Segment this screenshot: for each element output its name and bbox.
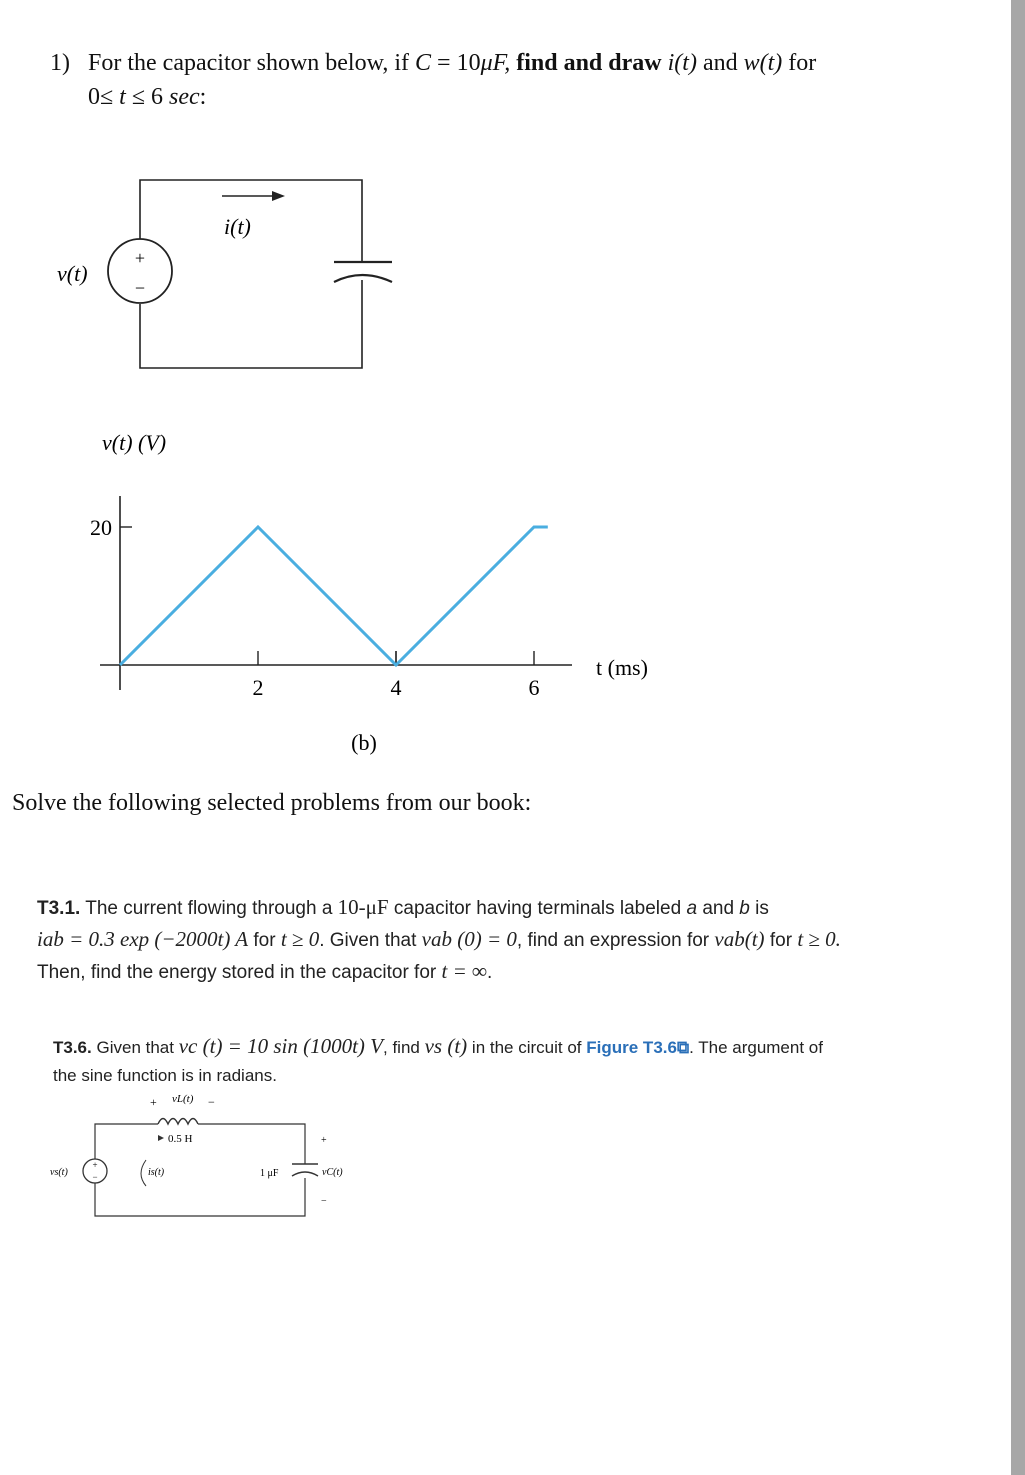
question-1-line-1: 1) For the capacitor shown below, if C = 10μF, find and draw i(t) and w(t) for — [50, 46, 950, 80]
circuit-wire-bottom — [140, 280, 362, 368]
x-tick-label: 6 — [528, 675, 540, 700]
wire-bottom — [95, 1178, 305, 1216]
problem-id: T3.1. — [37, 898, 81, 919]
voltage-trace — [120, 527, 548, 665]
source-minus-sign: − — [134, 278, 146, 298]
source-current-label: is(t) — [148, 1167, 165, 1178]
problem-t3-6-line-1: T3.6. Given that vc (t) = 10 sin (1000t) V, find vs (t) in the circuit of Figure T3.6⧉. The argument of — [53, 1034, 823, 1058]
wire-left-top — [95, 1124, 158, 1159]
capacitor-plate-bottom — [292, 1172, 318, 1176]
capacitor-voltage-label: vC(t) — [322, 1167, 343, 1178]
inductor-coil-icon — [158, 1119, 198, 1125]
svg-text:−: − — [92, 1172, 98, 1182]
vc-plus-sign: + — [321, 1135, 327, 1146]
problem-t3-1 — [37, 892, 1022, 988]
current-arrow-icon — [272, 191, 285, 201]
x-tick-label: 2 — [252, 675, 264, 700]
problem-t3-6-line-2: the sine function is in radians. — [53, 1066, 277, 1085]
section-heading: Solve the following selected problems from our book: — [12, 790, 532, 816]
scrollbar[interactable] — [1011, 0, 1025, 1475]
capacitor-value-label: 1 μF — [260, 1168, 279, 1179]
problem-t3-1-line-3: Then, find the energy stored in the capacitor for t = ∞. — [37, 959, 493, 983]
figure-link[interactable]: Figure T3.6 — [586, 1038, 677, 1057]
question-number: 1) — [50, 50, 70, 76]
current-label: i(t) — [224, 214, 251, 239]
x-axis-label: t (ms) — [596, 655, 648, 680]
vl-minus-sign: − — [208, 1095, 215, 1109]
wire-right-top — [198, 1124, 305, 1164]
question-1-line-2: 0≤ t ≤ 6 sec: — [88, 84, 207, 110]
svg-text:+: + — [92, 1160, 98, 1170]
inductor-voltage-label: vL(t) — [172, 1093, 194, 1105]
circuit-wire-top — [140, 180, 362, 273]
vl-plus-sign: + — [150, 1095, 157, 1109]
problem-t3-1-line-2: iab = 0.3 exp (−2000t) A for t ≥ 0. Given that vab (0) = 0, find an expression for vab(t) for t ≥ 0. — [37, 927, 841, 951]
source-voltage-label: v(t) — [57, 261, 88, 286]
x-tick-label: 4 — [390, 675, 402, 700]
figure-caption: (b) — [351, 730, 377, 755]
vc-minus-sign: − — [321, 1196, 327, 1207]
lc-circuit-diagram — [30, 1088, 370, 1228]
capacitor-circuit-diagram — [0, 160, 460, 380]
current-arc-icon — [141, 1160, 146, 1186]
voltage-waveform-chart — [0, 420, 700, 760]
capacitor-plate-bottom — [334, 275, 392, 282]
problem-t3-6 — [53, 1032, 953, 1090]
inductor-arrow-icon — [158, 1135, 164, 1141]
open-figure-icon[interactable]: ⧉ — [676, 1038, 690, 1057]
source-plus-sign: + — [134, 248, 146, 268]
question-1 — [50, 46, 950, 114]
y-tick-label: 20 — [90, 515, 112, 540]
problem-t3-1-line-1: T3.1. The current flowing through a 10-μF capacitor having terminals labeled a and b is — [37, 895, 769, 919]
problem-id: T3.6. — [53, 1038, 92, 1057]
source-voltage-label: vs(t) — [50, 1167, 68, 1178]
inductor-value-label: 0.5 H — [168, 1133, 193, 1145]
y-axis-label: v(t) (V) — [102, 430, 167, 455]
